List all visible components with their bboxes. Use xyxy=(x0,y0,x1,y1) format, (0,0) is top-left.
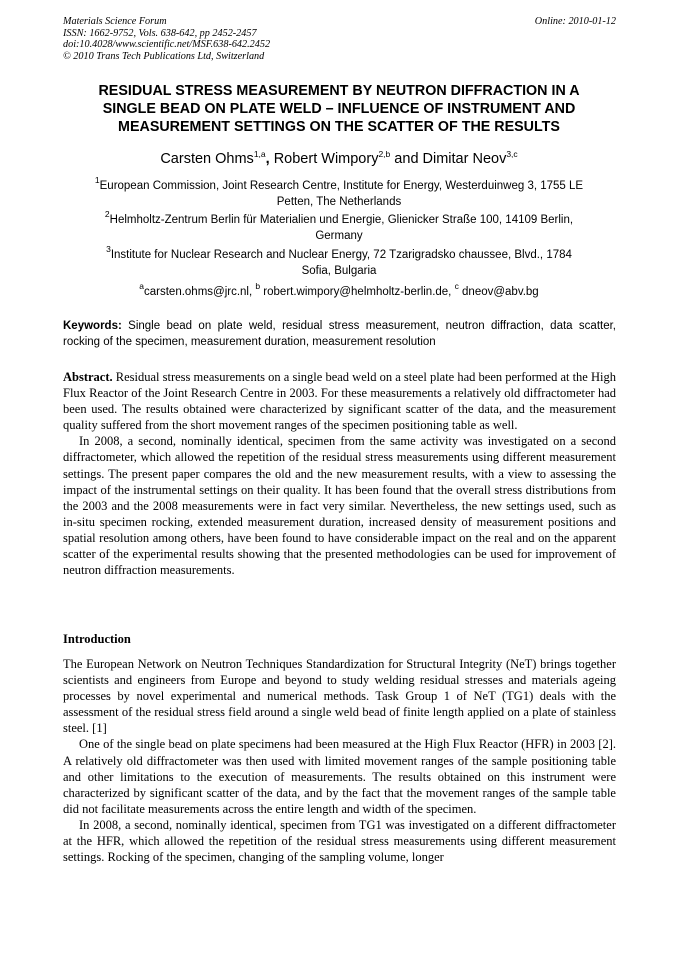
doi-line: doi:10.4028/www.scientific.net/MSF.638-642.2452 xyxy=(63,39,271,50)
paper-title xyxy=(40,82,638,136)
introduction-paragraph-2: One of the single bead on plate specimens had been measured at the High Flux Reactor (HFR) in 2003 [2]. A relatively old diffractometer was then used with limited movement ranges of the sample positioning table and other limitations to the execution of measurements. The results obtained on this instrument were characterized by significant scatter of the data, and by the fact that the movement ranges of the sample table did not facilitate measurements across the entire length and width of the specimen. xyxy=(63,737,616,816)
author-2-sup: 2,b xyxy=(378,149,391,159)
copyright-line: © 2010 Trans Tech Publications Ltd, Switzerland xyxy=(63,50,265,62)
keywords-label: Keywords: xyxy=(63,320,122,332)
author-separator-1: , xyxy=(265,151,274,167)
abstract-section xyxy=(63,369,616,578)
author-1-sup: 1,a xyxy=(253,149,266,159)
author-3-sup: 3,c xyxy=(506,149,518,159)
affiliation-2-line-1: Helmholtz-Zentrum Berlin für Materialien und Energie, Glienicker Straße 100, 14109 Berlin, xyxy=(109,214,574,226)
issn-line: ISSN: 1662-9752, Vols. 638-642, pp 2452-2457 xyxy=(63,27,257,39)
abstract-paragraph-1 xyxy=(63,369,616,433)
email-a-sup: a xyxy=(139,281,144,291)
author-2-name: Robert Wimpory xyxy=(273,151,379,167)
author-3-name: Dimitar Neov xyxy=(422,151,507,167)
author-1-name: Carsten Ohms xyxy=(160,151,254,167)
author-separator-2: and xyxy=(390,151,423,167)
affiliation-1-sup: 1 xyxy=(94,175,100,185)
email-c-sup: c xyxy=(454,281,459,291)
introduction-paragraph-3: In 2008, a second, nominally identical, specimen from TG1 was investigated on a different diffractometer at the HFR, which allowed the repetition of the residual stress measurements using different measurement settings. Rocking of the specimen, changing of the sampling volume, longer xyxy=(63,817,616,865)
affiliation-1-line-1: European Commission, Joint Research Centre, Institute for Energy, Westerduinweg 3, 1755 LE xyxy=(99,180,584,192)
introduction-paragraph-1: The European Network on Neutron Techniques Standardization for Structural Integrity (NeT) brings together scientists and engineers from Europe and beyond to study welding residual stresses and materials ageing processes by novel experimental and numerical methods. Task Group 1 of NeT (TG1) deals with the assessment of the residual stress field around a single weld bead of finite length applied on a plate of stainless steel. [1] xyxy=(63,657,616,736)
affiliation-3 xyxy=(60,244,618,279)
title-line-3: MEASUREMENT SETTINGS ON THE SCATTER OF THE RESULTS xyxy=(118,119,560,135)
email-a: carsten.ohms@jrc.nl, xyxy=(144,286,256,298)
affiliation-3-line-2: Sofia, Bulgaria xyxy=(301,265,377,277)
affiliation-2 xyxy=(60,209,618,244)
affiliation-2-sup: 2 xyxy=(104,209,110,219)
affiliation-1-line-2: Petten, The Netherlands xyxy=(276,196,402,208)
affiliation-3-sup: 3 xyxy=(106,244,111,254)
email-b-sup: b xyxy=(255,281,261,291)
email-b: robert.wimpory@helmholtz-berlin.de, xyxy=(260,286,455,298)
abstract-paragraph-2: In 2008, a second, nominally identical, specimen from the same activity was investigated on a second diffractometer, which allowed the repetition of the residual stress measurements using different measurement settings. The present paper compares the old and the new measurement results, with a view to assessing the impact of the instrumental settings on their quality. It has been found that the overall stress distributions from the 2003 and the 2008 measurements were in fact very similar. Nevertheless, the new settings used, such as in-situ specimen rocking, extended measurement duration, increased density of measurement positions and spatial resolution among others, have been found to have considerable impact on the real and on the apparent scatter of the experimental results showing that the presented methodologies can be used for improvement of neutron diffraction measurements. xyxy=(63,434,616,578)
affiliation-3-line-1: Institute for Nuclear Research and Nuclear Energy, 72 Tzarigradsko chaussee, Blvd., 1784 xyxy=(110,249,572,261)
journal-name: Materials Science Forum xyxy=(63,16,167,27)
abstract-text-1: Residual stress measurements on a single bead weld on a steel plate had been performed at the High Flux Reactor of the Joint Research Centre in 2003. For these measurements a relatively old diffractometer had been used. The results obtained were characterized by significant scatter of the data, and the measurement quality suffered from the short movement ranges of the specimen positioning table as well. xyxy=(63,370,616,433)
online-date: Online: 2010-01-12 xyxy=(534,16,616,27)
title-line-1: RESIDUAL STRESS MEASUREMENT BY NEUTRON DIFFRACTION IN A xyxy=(98,83,580,99)
introduction-heading: Introduction xyxy=(63,632,131,646)
keywords-text: Single bead on plate weld, residual stress measurement, neutron diffraction, data scatter, rocking of the specimen, measurement duration, measurement resolution xyxy=(63,320,616,348)
email-line xyxy=(40,281,638,300)
keywords-block xyxy=(63,318,616,350)
email-c: dneov@abv.bg xyxy=(458,286,539,298)
journal-header xyxy=(63,16,616,62)
affiliation-2-line-2: Germany xyxy=(315,230,363,242)
author-list xyxy=(40,150,638,168)
abstract-label: Abstract. xyxy=(63,370,113,384)
affiliation-1 xyxy=(60,175,618,210)
introduction-section xyxy=(63,656,616,865)
title-line-2: SINGLE BEAD ON PLATE WELD – INFLUENCE OF INSTRUMENT AND xyxy=(102,101,576,117)
